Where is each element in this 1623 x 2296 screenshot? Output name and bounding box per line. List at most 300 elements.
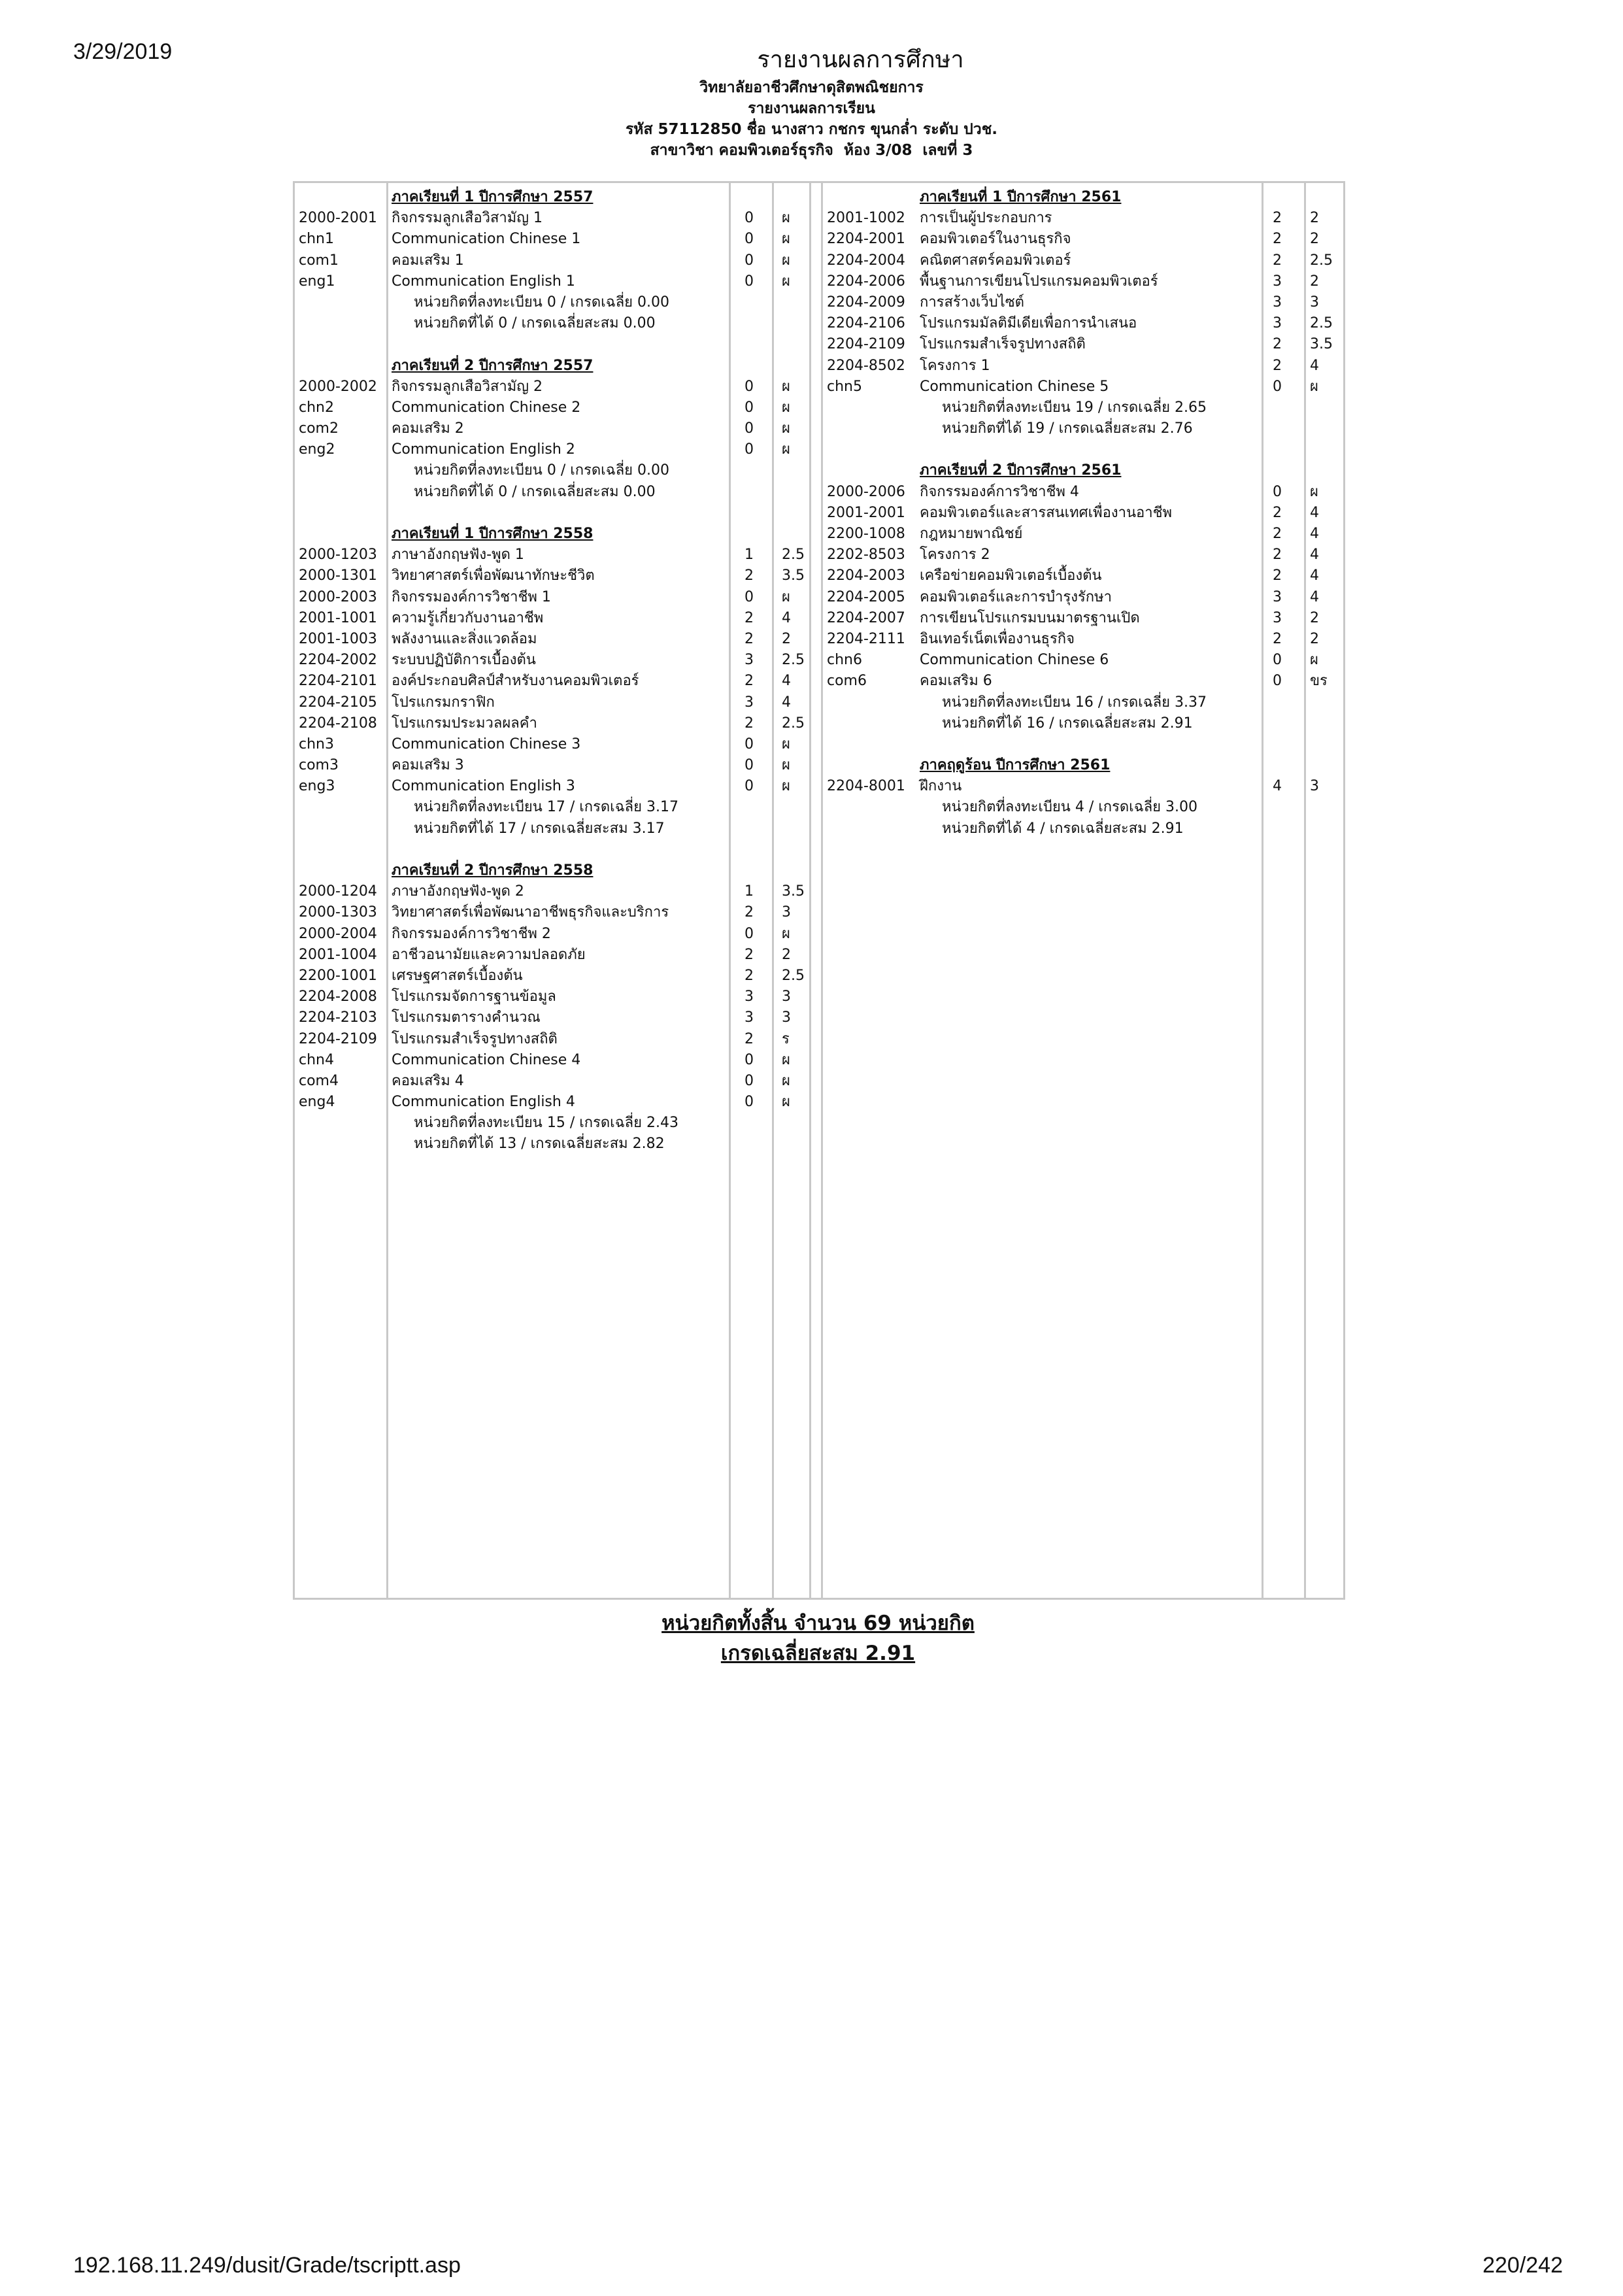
semester-summary [823, 797, 1346, 818]
course-name: การสร้างเว็บไซต์ [920, 294, 1024, 311]
course-grade: ผ [782, 231, 790, 248]
course-name: กิจกรรมองค์การวิชาชีพ 2 [392, 925, 551, 942]
course-code: 2204-2111 [827, 630, 905, 647]
course-grade: ขร [1310, 673, 1328, 690]
college-name: วิทยาลัยอาชีวศึกษาดุสิตพณิชยการ [699, 79, 924, 96]
summary-text: หน่วยกิตที่ลงทะเบียน 0 / เกรดเฉลี่ย 0.00 [414, 294, 670, 311]
course-code: 2204-2005 [827, 588, 905, 605]
course-credit: 0 [745, 378, 754, 395]
semester-summary [295, 460, 818, 481]
course-row [295, 377, 818, 397]
semester-heading [823, 460, 1346, 481]
course-name: Communication English 1 [392, 273, 575, 290]
course-code: chn4 [299, 1051, 334, 1068]
course-grade: ผ [782, 1094, 790, 1111]
semester-title: ภาคเรียนที่ 1 ปีการศึกษา 2557 [392, 189, 594, 205]
course-code: 2202-8503 [827, 547, 905, 564]
course-name: Communication English 2 [392, 441, 575, 458]
course-row [295, 1007, 818, 1028]
course-row [823, 545, 1346, 566]
semester-summary [823, 819, 1346, 839]
summary-text: หน่วยกิตที่ได้ 13 / เกรดเฉลี่ยสะสม 2.82 [414, 1136, 665, 1153]
course-credit: 3 [745, 988, 754, 1005]
course-row [823, 587, 1346, 608]
semester-summary [295, 292, 818, 313]
course-code: 2204-2109 [827, 336, 905, 353]
semester-summary [823, 713, 1346, 734]
course-row [295, 1050, 818, 1071]
course-credit: 2 [745, 630, 754, 647]
semester-summary [295, 797, 818, 818]
course-credit: 3 [745, 694, 754, 711]
course-credit: 2 [745, 904, 754, 921]
semester-heading [295, 356, 818, 377]
total-credits: หน่วยกิตทั้งสิ้น จำนวน 69 หน่วยกิต [661, 1612, 975, 1635]
course-code: 2204-2109 [299, 1030, 377, 1047]
course-name: คอมพิวเตอร์และสารสนเทศเพื่องานอาชีพ [920, 504, 1173, 521]
course-row [295, 629, 818, 650]
course-code: chn1 [299, 231, 334, 248]
course-credit: 0 [1273, 673, 1282, 690]
course-name: การเขียนโปรแกรมบนมาตรฐานเปิด [920, 609, 1140, 626]
course-credit: 2 [1273, 504, 1282, 521]
course-credit: 3 [745, 652, 754, 669]
course-code: 2204-2103 [299, 1009, 377, 1026]
course-row [295, 1092, 818, 1113]
course-row [295, 208, 818, 229]
course-row [823, 292, 1346, 313]
course-code: eng1 [299, 273, 335, 290]
course-grade: 4 [1310, 504, 1319, 521]
course-grade: ผ [782, 735, 790, 752]
spacer-row [295, 839, 818, 860]
course-row [823, 524, 1346, 545]
course-credit: 2 [1273, 526, 1282, 542]
course-row [823, 334, 1346, 355]
course-grade: 3 [1310, 778, 1319, 795]
left-column [295, 187, 818, 1155]
course-credit: 0 [745, 441, 754, 458]
course-row [295, 566, 818, 586]
semester-summary [823, 397, 1346, 418]
course-credit: 3 [1273, 294, 1282, 311]
course-grade: ผ [782, 252, 790, 269]
course-code: 2000-1303 [299, 904, 377, 921]
course-row [823, 776, 1346, 797]
course-grade: ผ [782, 420, 790, 437]
course-credit: 0 [1273, 378, 1282, 395]
course-grade: 3.5 [1310, 336, 1333, 353]
course-credit: 2 [1273, 567, 1282, 584]
course-credit: 2 [1273, 210, 1282, 227]
course-name: กฎหมายพาณิชย์ [920, 526, 1023, 542]
course-credit: 0 [745, 420, 754, 437]
course-grade: 3.5 [782, 883, 805, 900]
course-row [823, 356, 1346, 377]
semester-title: ภาคเรียนที่ 2 ปีการศึกษา 2558 [392, 862, 594, 879]
course-name: โปรแกรมประมวลผลคำ [392, 715, 537, 732]
course-code: 2204-2105 [299, 694, 377, 711]
course-row [295, 250, 818, 271]
summary-text: หน่วยกิตที่ได้ 4 / เกรดเฉลี่ยสะสม 2.91 [942, 820, 1184, 837]
page-url: 192.168.11.249/dusit/Grade/tscriptt.asp [73, 2253, 461, 2278]
course-credit: 3 [1273, 609, 1282, 626]
course-row [295, 692, 818, 713]
page-number: 220/242 [1482, 2253, 1563, 2278]
course-name: กิจกรรมองค์การวิชาชีพ 1 [392, 588, 551, 605]
course-row [823, 629, 1346, 650]
course-name: ภาษาอังกฤษฟัง-พูด 1 [392, 547, 524, 564]
course-name: โปรแกรมมัลติมีเดียเพื่อการนำเสนอ [920, 315, 1137, 332]
course-grade: ผ [782, 378, 790, 395]
course-row [295, 397, 818, 418]
course-code: com6 [827, 673, 867, 690]
course-code: 2204-8502 [827, 357, 905, 374]
course-code: 2001-1002 [827, 210, 905, 227]
course-row [295, 987, 818, 1007]
course-code: 2204-2001 [827, 231, 905, 248]
course-row [823, 482, 1346, 503]
course-credit: 3 [1273, 315, 1282, 332]
course-grade: 4 [1310, 588, 1319, 605]
course-credit: 1 [745, 547, 754, 564]
course-grade: ผ [1310, 652, 1318, 669]
course-code: com4 [299, 1072, 339, 1089]
summary-text: หน่วยกิตที่ลงทะเบียน 15 / เกรดเฉลี่ย 2.43 [414, 1115, 679, 1132]
course-credit: 2 [1273, 336, 1282, 353]
course-name: โปรแกรมจัดการฐานข้อมูล [392, 988, 556, 1005]
course-credit: 0 [1273, 652, 1282, 669]
course-grade: 4 [782, 694, 791, 711]
course-credit: 0 [745, 778, 754, 795]
course-name: โปรแกรมกราฟิก [392, 694, 495, 711]
spacer-row [295, 334, 818, 355]
course-grade: 2 [1310, 231, 1319, 248]
course-name: โปรแกรมสำเร็จรูปทางสถิติ [392, 1030, 558, 1047]
course-grade: ผ [782, 925, 790, 942]
course-grade: 4 [782, 609, 791, 626]
course-name: Communication English 4 [392, 1094, 575, 1111]
course-credit: 0 [745, 757, 754, 774]
summary-text: หน่วยกิตที่ลงทะเบียน 16 / เกรดเฉลี่ย 3.37 [942, 694, 1207, 711]
course-credit: 2 [745, 673, 754, 690]
semester-heading [823, 755, 1346, 776]
course-credit: 3 [745, 1009, 754, 1026]
course-credit: 0 [745, 1072, 754, 1089]
course-grade: 3 [782, 988, 791, 1005]
course-code: chn6 [827, 652, 862, 669]
course-grade: ผ [782, 778, 790, 795]
course-code: 2204-8001 [827, 778, 905, 795]
course-row [823, 208, 1346, 229]
semester-title: ภาคฤดูร้อน ปีการศึกษา 2561 [920, 757, 1111, 774]
course-credit: 2 [1273, 252, 1282, 269]
course-credit: 0 [745, 210, 754, 227]
course-credit: 2 [745, 715, 754, 732]
course-credit: 0 [745, 252, 754, 269]
course-name: วิทยาศาสตร์เพื่อพัฒนาอาชีพธุรกิจและบริการ [392, 904, 669, 921]
course-credit: 2 [745, 567, 754, 584]
course-row [295, 924, 818, 945]
course-name: คอมเสริม 1 [392, 252, 464, 269]
course-grade: 3 [1310, 294, 1319, 311]
course-grade: 2.5 [782, 967, 805, 984]
course-row [295, 1071, 818, 1092]
course-code: 2200-1008 [827, 526, 905, 542]
course-grade: 3 [782, 1009, 791, 1026]
course-credit: 2 [1273, 547, 1282, 564]
course-row [295, 881, 818, 902]
course-code: 2000-1203 [299, 547, 377, 564]
course-name: พลังงานและสิ่งแวดล้อม [392, 630, 537, 647]
course-row [295, 734, 818, 755]
transcript-table [293, 181, 1345, 1600]
semester-summary [295, 1134, 818, 1155]
course-row [823, 566, 1346, 586]
course-row [823, 229, 1346, 250]
course-grade: ผ [782, 1072, 790, 1089]
course-credit: 0 [1273, 483, 1282, 500]
course-code: com3 [299, 757, 339, 774]
course-name: พื้นฐานการเขียนโปรแกรมคอมพิวเตอร์ [920, 273, 1158, 290]
course-code: 2000-2002 [299, 378, 377, 395]
course-grade: ร [782, 1030, 790, 1047]
course-row [823, 650, 1346, 671]
course-code: 2200-1001 [299, 967, 377, 984]
course-grade: 4 [1310, 357, 1319, 374]
spacer-row [823, 439, 1346, 460]
course-code: eng4 [299, 1094, 335, 1111]
semester-title: ภาคเรียนที่ 2 ปีการศึกษา 2557 [392, 357, 594, 374]
course-grade: ผ [1310, 483, 1318, 500]
course-code: eng3 [299, 778, 335, 795]
course-row [295, 671, 818, 692]
course-grade: 4 [782, 673, 791, 690]
course-code: 2000-2004 [299, 925, 377, 942]
course-grade: 2.5 [782, 652, 805, 669]
course-code: 2204-2101 [299, 673, 377, 690]
course-row [823, 671, 1346, 692]
course-name: กิจกรรมองค์การวิชาชีพ 4 [920, 483, 1079, 500]
semester-summary [823, 692, 1346, 713]
course-credit: 2 [745, 967, 754, 984]
course-grade: 4 [1310, 567, 1319, 584]
spacer-row [295, 503, 818, 524]
course-row [295, 966, 818, 987]
course-credit: 0 [745, 1051, 754, 1068]
course-code: 2000-2003 [299, 588, 377, 605]
course-name: กิจกรรมลูกเสือวิสามัญ 1 [392, 210, 543, 227]
semester-summary [295, 482, 818, 503]
student-info: รหัส 57112850 ชื่อ นางสาว กชกร ขุนกล่ำ ระดับ ปวช. [625, 121, 998, 138]
semester-summary [823, 418, 1346, 439]
course-grade: 2 [1310, 210, 1319, 227]
summary-text: หน่วยกิตที่ได้ 0 / เกรดเฉลี่ยสะสม 0.00 [414, 315, 656, 332]
course-row [823, 608, 1346, 629]
course-grade: 2 [1310, 630, 1319, 647]
course-grade: ผ [782, 588, 790, 605]
summary-text: หน่วยกิตที่ได้ 17 / เกรดเฉลี่ยสะสม 3.17 [414, 820, 665, 837]
course-name: ฝึกงาน [920, 778, 962, 795]
course-name: องค์ประกอบศิลป์สำหรับงานคอมพิวเตอร์ [392, 673, 639, 690]
course-row [295, 229, 818, 250]
course-credit: 3 [1273, 273, 1282, 290]
course-grade: ผ [1310, 378, 1318, 395]
course-credit: 4 [1273, 778, 1282, 795]
course-code: 2204-2009 [827, 294, 905, 311]
course-grade: 3 [782, 904, 791, 921]
course-name: ความรู้เกี่ยวกับงานอาชีพ [392, 609, 544, 626]
course-grade: ผ [782, 210, 790, 227]
course-name: คอมพิวเตอร์และการบำรุงรักษา [920, 588, 1112, 605]
course-code: eng2 [299, 441, 335, 458]
course-grade: 2.5 [782, 715, 805, 732]
program-info: สาขาวิชา คอมพิวเตอร์ธุรกิจ ห้อง 3/08 เลขที่ 3 [650, 142, 973, 159]
course-grade: 2 [1310, 273, 1319, 290]
semester-title: ภาคเรียนที่ 1 ปีการศึกษา 2561 [920, 189, 1122, 205]
course-grade: ผ [782, 1051, 790, 1068]
summary-text: หน่วยกิตที่ลงทะเบียน 4 / เกรดเฉลี่ย 3.00 [942, 799, 1198, 816]
course-name: วิทยาศาสตร์เพื่อพัฒนาทักษะชีวิต [392, 567, 595, 584]
course-code: 2204-2006 [827, 273, 905, 290]
semester-heading [295, 187, 818, 208]
course-grade: ผ [782, 757, 790, 774]
course-grade: 2.5 [1310, 315, 1333, 332]
course-code: 2001-1003 [299, 630, 377, 647]
course-name: Communication Chinese 6 [920, 652, 1109, 669]
cumulative-gpa: เกรดเฉลี่ยสะสม 2.91 [720, 1642, 916, 1665]
summary-text: หน่วยกิตที่ลงทะเบียน 19 / เกรดเฉลี่ย 2.65 [942, 399, 1207, 416]
course-code: 2204-2003 [827, 567, 905, 584]
course-name: เศรษฐศาสตร์เบื้องต้น [392, 967, 523, 984]
course-grade: 3.5 [782, 567, 805, 584]
course-row [295, 776, 818, 797]
semester-summary [295, 1113, 818, 1134]
course-credit: 0 [745, 925, 754, 942]
right-column [823, 187, 1346, 839]
course-grade: 2.5 [782, 547, 805, 564]
course-code: 2204-2106 [827, 315, 905, 332]
course-code: 2204-2108 [299, 715, 377, 732]
course-name: ภาษาอังกฤษฟัง-พูด 2 [392, 883, 524, 900]
course-row [295, 587, 818, 608]
course-grade: 2 [1310, 609, 1319, 626]
course-row [823, 313, 1346, 334]
summary-text: หน่วยกิตที่ได้ 16 / เกรดเฉลี่ยสะสม 2.91 [942, 715, 1193, 732]
course-grade: 4 [1310, 547, 1319, 564]
report-name: รายงานผลการเรียน [748, 100, 875, 117]
course-name: คอมเสริม 2 [392, 420, 464, 437]
course-name: โครงการ 2 [920, 547, 990, 564]
course-row [295, 545, 818, 566]
course-row [295, 608, 818, 629]
course-credit: 2 [1273, 357, 1282, 374]
course-code: 2000-1204 [299, 883, 377, 900]
page-title: รายงานผลการศึกษา [757, 46, 964, 73]
course-code: chn2 [299, 399, 334, 416]
course-name: คอมเสริม 4 [392, 1072, 464, 1089]
course-row [295, 650, 818, 671]
course-grade: ผ [782, 441, 790, 458]
course-row [823, 503, 1346, 524]
report-header [0, 77, 1623, 161]
course-grade: 2.5 [1310, 252, 1333, 269]
spacer-row [823, 734, 1346, 755]
summary-text: หน่วยกิตที่ลงทะเบียน 0 / เกรดเฉลี่ย 0.00 [414, 462, 670, 479]
course-row [295, 902, 818, 923]
course-code: com1 [299, 252, 339, 269]
course-row [823, 377, 1346, 397]
course-name: ระบบปฏิบัติการเบื้องต้น [392, 652, 536, 669]
course-row [295, 439, 818, 460]
course-grade: 4 [1310, 526, 1319, 542]
course-code: chn5 [827, 378, 862, 395]
semester-title: ภาคเรียนที่ 1 ปีการศึกษา 2558 [392, 526, 594, 542]
course-code: 2204-2002 [299, 652, 377, 669]
course-name: โครงการ 1 [920, 357, 990, 374]
course-row [295, 271, 818, 292]
course-credit: 0 [745, 588, 754, 605]
course-name: Communication Chinese 4 [392, 1051, 581, 1068]
course-code: com2 [299, 420, 339, 437]
course-row [295, 755, 818, 776]
course-credit: 2 [745, 1030, 754, 1047]
course-name: โปรแกรมสำเร็จรูปทางสถิติ [920, 336, 1086, 353]
course-credit: 0 [745, 1094, 754, 1111]
course-name: อินเทอร์เน็ตเพื่องานธุรกิจ [920, 630, 1075, 647]
course-credit: 2 [745, 946, 754, 963]
course-credit: 0 [745, 273, 754, 290]
course-credit: 0 [745, 735, 754, 752]
course-row [295, 418, 818, 439]
course-credit: 0 [745, 231, 754, 248]
course-code: 2001-2001 [827, 504, 905, 521]
course-row [823, 271, 1346, 292]
course-code: chn3 [299, 735, 334, 752]
course-name: คอมพิวเตอร์ในงานธุรกิจ [920, 231, 1071, 248]
course-code: 2204-2004 [827, 252, 905, 269]
course-credit: 2 [745, 609, 754, 626]
course-code: 2000-2001 [299, 210, 377, 227]
course-row [295, 1029, 818, 1050]
course-row [295, 713, 818, 734]
course-code: 2000-1301 [299, 567, 377, 584]
course-name: Communication Chinese 5 [920, 378, 1109, 395]
course-name: Communication Chinese 2 [392, 399, 581, 416]
course-credit: 1 [745, 883, 754, 900]
course-code: 2001-1001 [299, 609, 377, 626]
course-name: Communication Chinese 3 [392, 735, 581, 752]
summary-text: หน่วยกิตที่ได้ 0 / เกรดเฉลี่ยสะสม 0.00 [414, 483, 656, 500]
course-name: Communication English 3 [392, 778, 575, 795]
print-date: 3/29/2019 [73, 39, 173, 64]
semester-summary [295, 819, 818, 839]
course-name: โปรแกรมตารางคำนวณ [392, 1009, 541, 1026]
course-grade: 2 [782, 630, 791, 647]
course-credit: 2 [1273, 630, 1282, 647]
course-grade: ผ [782, 399, 790, 416]
course-code: 2000-2006 [827, 483, 905, 500]
course-name: อาชีวอนามัยและความปลอดภัย [392, 946, 586, 963]
course-credit: 2 [1273, 231, 1282, 248]
course-name: กิจกรรมลูกเสือวิสามัญ 2 [392, 378, 543, 395]
course-name: การเป็นผู้ประกอบการ [920, 210, 1052, 227]
semester-title: ภาคเรียนที่ 2 ปีการศึกษา 2561 [920, 462, 1122, 479]
course-name: คอมเสริม 3 [392, 757, 464, 774]
course-code: 2204-2008 [299, 988, 377, 1005]
course-name: เครือข่ายคอมพิวเตอร์เบื้องต้น [920, 567, 1102, 584]
summary-text: หน่วยกิตที่ได้ 19 / เกรดเฉลี่ยสะสม 2.76 [942, 420, 1193, 437]
